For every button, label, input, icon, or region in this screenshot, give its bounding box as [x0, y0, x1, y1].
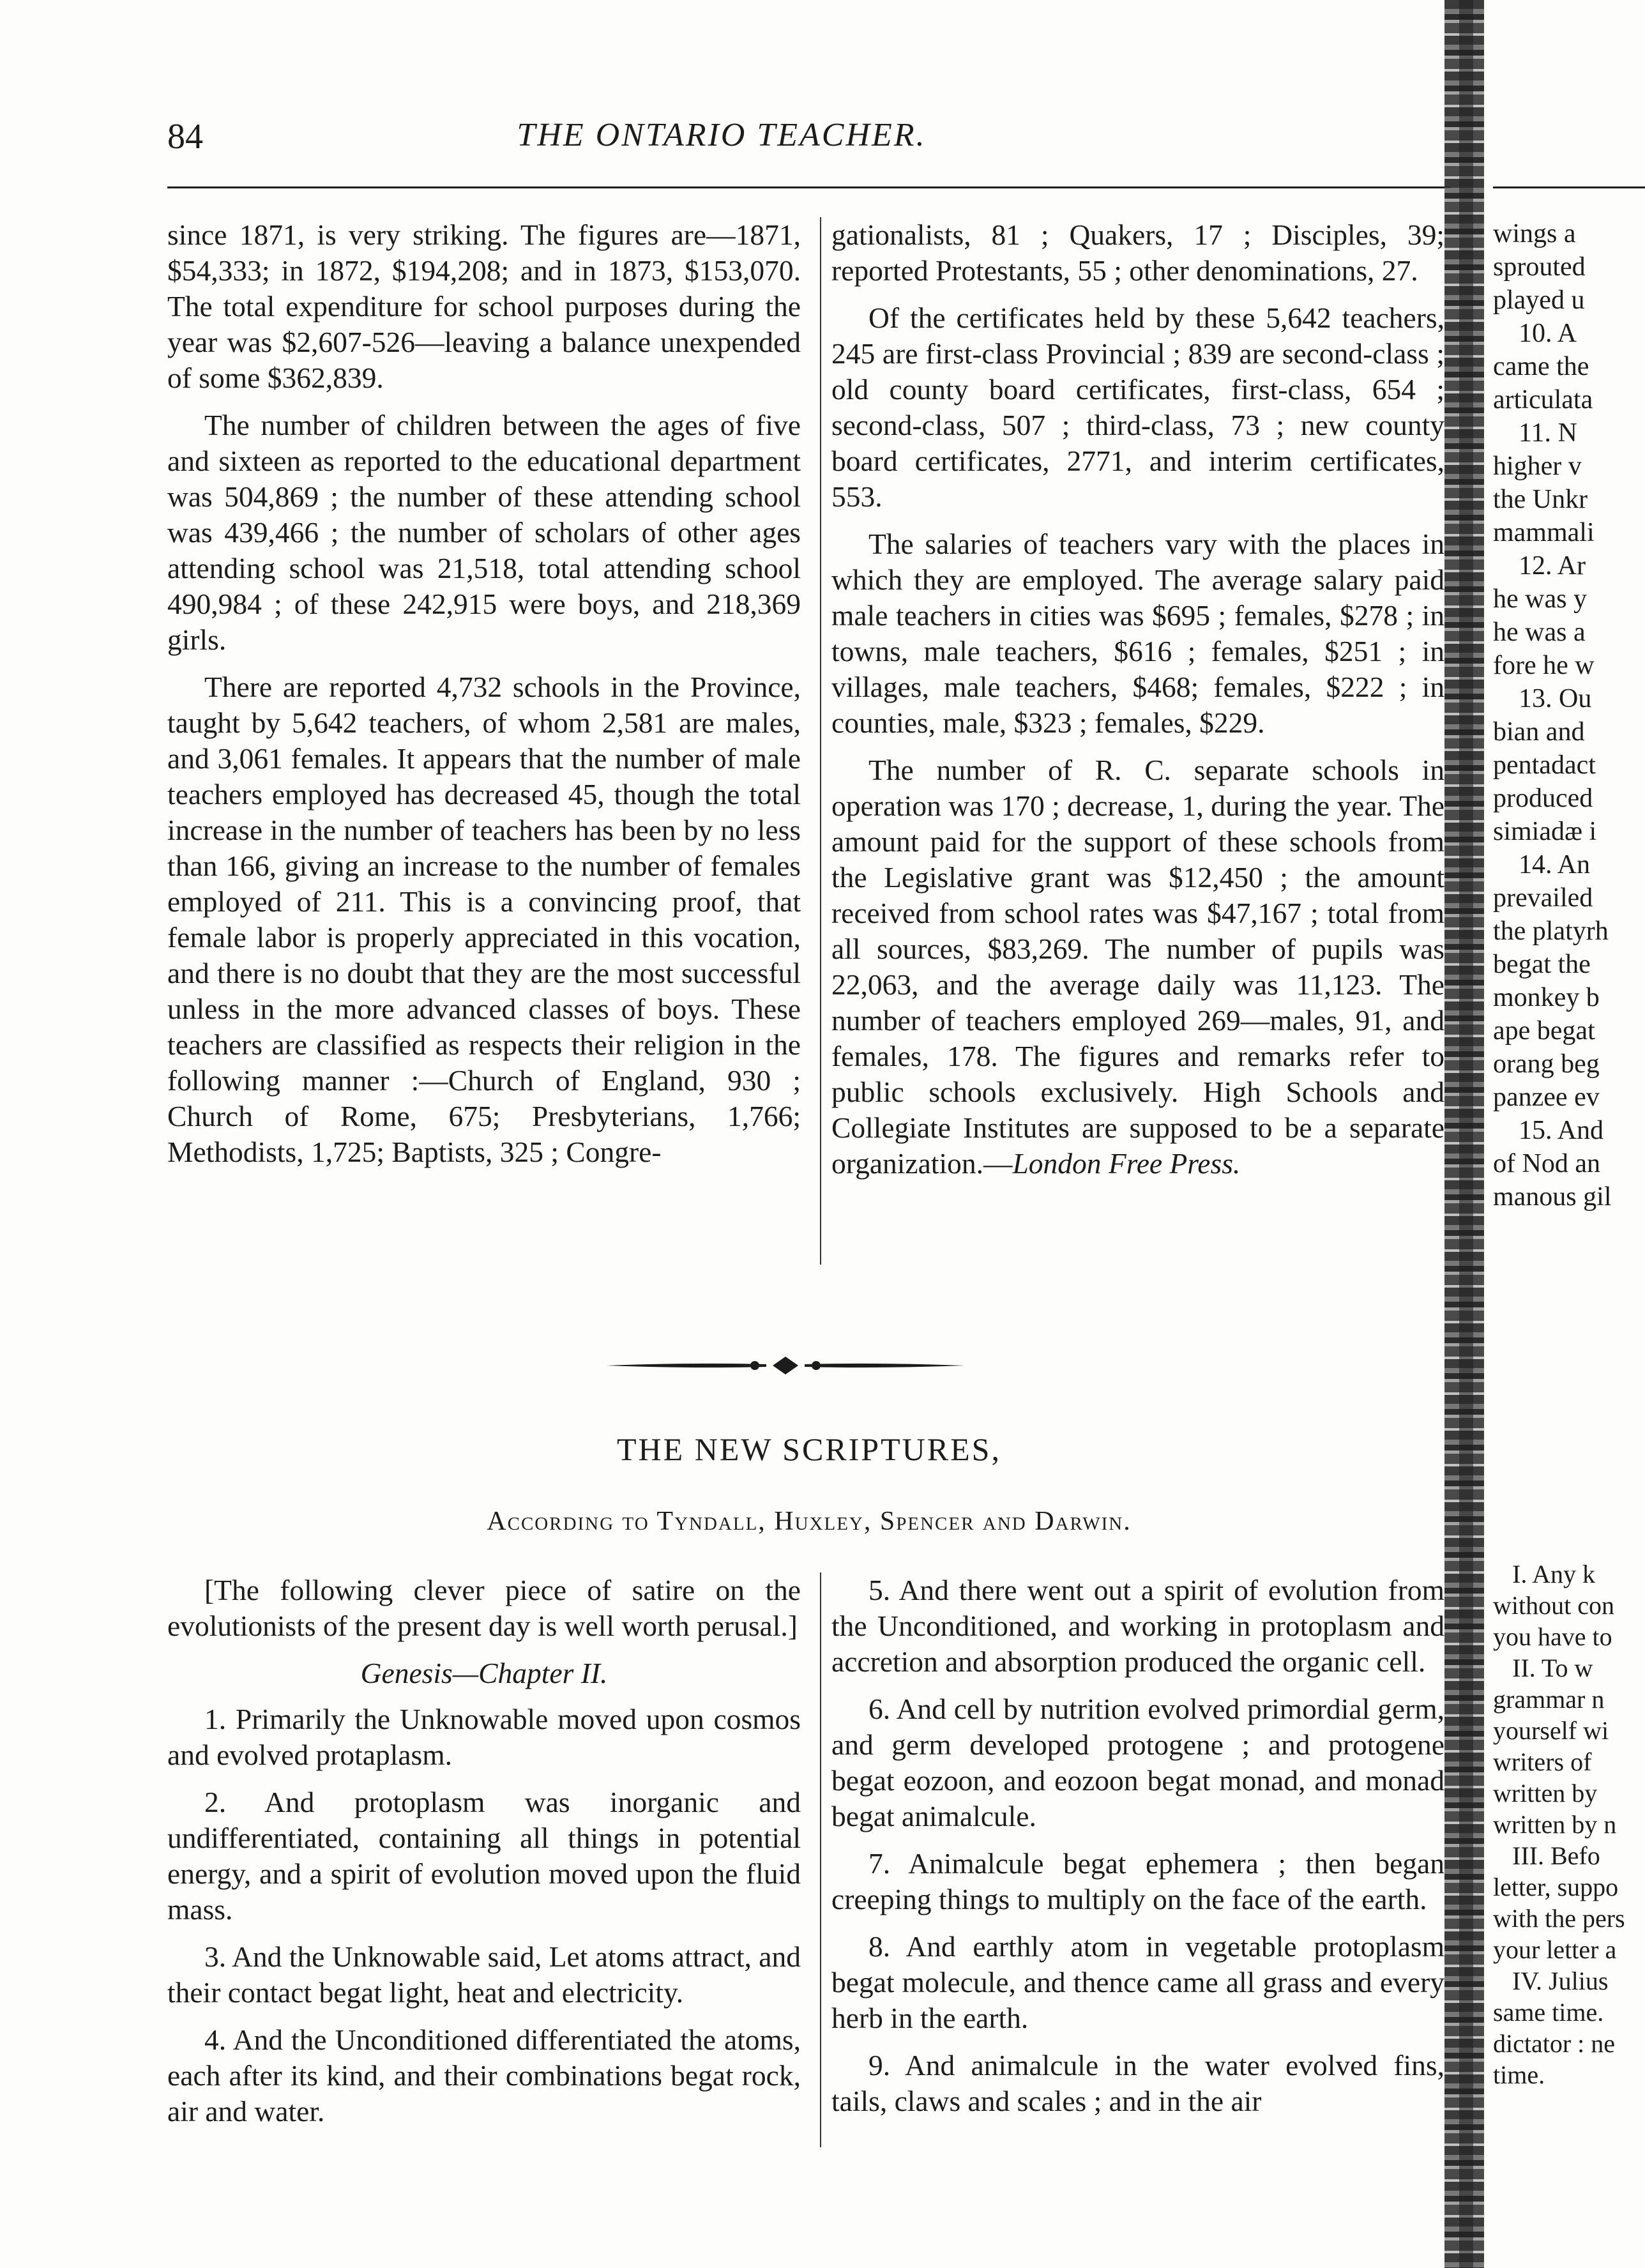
- paragraph: gationalists, 81 ; Quakers, 17 ; Disciples, 39; reported Protestants, 55 ; other denominations, 27.: [831, 218, 1444, 287]
- adjacent-line: I. Any k: [1512, 1560, 1595, 1588]
- adjacent-line: 14. An: [1519, 850, 1591, 879]
- adjacent-line: fore he w: [1493, 651, 1595, 680]
- article1-right-column: [831, 217, 1444, 1193]
- verse: 8. And earthly atom in vegetable protoplasm begat molecule, and thence came all grass and every herb in the earth.: [831, 1930, 1444, 2034]
- adjacent-line: ape begat: [1493, 1016, 1595, 1046]
- adjacent-page-bottom-text: [1493, 1558, 1645, 2090]
- adjacent-line: bian and: [1493, 717, 1585, 747]
- adjacent-line: III. Befo: [1512, 1841, 1600, 1870]
- adjacent-page-rule: [1493, 186, 1645, 188]
- paragraph-text: The number of R. C. separate schools in operation was 170 ; decrease, 1, during the year. The amount paid for the support of these schools from the Legislative grant was $12,450 ; the amount received from school rates was $47,167 ; total from all sources, $83,269. The number of pupils was 22,063, and the average daily was 11,123. The number of teachers employed 269—males, 91, and females, 178. The figures and remarks refer to public schools exclusively. High Schools and Collegiate Institutes are supposed to be a separate organization.—: [831, 754, 1444, 1180]
- verse: 3. And the Unknowable said, Let atoms attract, and their contact begat light, heat and electricity.: [167, 1940, 801, 2009]
- adjacent-line: pentadact: [1493, 750, 1596, 780]
- paragraph: [831, 752, 1444, 1182]
- adjacent-line: the Unkr: [1493, 485, 1588, 514]
- paragraph: There are reported 4,732 schools in the Province, taught by 5,642 teachers, of whom 2,581 are males, and 3,061 females. It appears that the number of male teachers employed has decreased 45, though the total increase in the number of teachers has been by no less than 166, giving an increase to the number of females employed of 211. This is a convincing proof, that female labor is properly appreciated in this vocation, and there is no doubt that they are the most successful unless in the more advanced classes of boys. These teachers are classified as respects their religion in the following manner :—Church of England, 930 ; Church of Rome, 675; Presbyterians, 1,766; Methodists, 1,725; Baptists, 325 ; Congre-: [167, 671, 801, 1168]
- adjacent-line: II. To w: [1512, 1654, 1593, 1682]
- verse: 4. And the Unconditioned differentiated the atoms, each after its kind, and their combinations begat rock, air and water.: [167, 2023, 801, 2127]
- adjacent-line: 11. N: [1519, 418, 1577, 448]
- adjacent-line: with the pers: [1493, 1904, 1625, 1933]
- source-citation: London Free Press.: [1012, 1147, 1241, 1180]
- adjacent-line: dictator : ne: [1493, 2029, 1616, 2058]
- adjacent-line: you have to: [1493, 1622, 1612, 1651]
- adjacent-line: panzee ev: [1493, 1083, 1600, 1112]
- adjacent-line: writers of: [1493, 1747, 1592, 1776]
- adjacent-line: of Nod an: [1493, 1149, 1600, 1178]
- adjacent-line: 12. Ar: [1519, 551, 1586, 581]
- adjacent-line: he was y: [1493, 584, 1587, 614]
- adjacent-line: written by n: [1493, 1810, 1617, 1839]
- adjacent-page-top-text: [1493, 217, 1645, 1214]
- adjacent-line: articulata: [1493, 385, 1593, 415]
- verse: 2. And protoplasm was inorganic and undifferentiated, containing all things in potential energy, and a spirit of evolution moved upon the fluid mass.: [167, 1786, 801, 1926]
- page-number: 84: [167, 117, 203, 156]
- verse: 5. And there went out a spirit of evolution from the Unconditioned, and working in protoplasm and accretion and absorption produced the organic cell.: [831, 1574, 1444, 1678]
- adjacent-line: the platyrh: [1493, 917, 1609, 946]
- adjacent-line: 15. And: [1519, 1116, 1604, 1145]
- paragraph: Of the certificates held by these 5,642 teachers, 245 are first-class Provincial ; 839 are second-class ; old county board certificates, first-class, 654 ; second-class, 507 ; third-class, 73 ; new county board certificates, 2771, and interim certificates, 553.: [831, 301, 1444, 513]
- paragraph: The number of children between the ages of five and sixteen as reported to the educational department was 504,869 ; the number of these attending school was 439,466 ; the number of scholars of other ages attending school was 21,518, total attending school 490,984 ; of these 242,915 were boys, and 218,369 girls.: [167, 409, 801, 656]
- adjacent-line: monkey b: [1493, 983, 1600, 1012]
- column-divider: [820, 1572, 821, 2147]
- running-head: THE ONTARIO TEACHER.: [517, 117, 927, 153]
- adjacent-line: simiadæ i: [1493, 817, 1597, 846]
- adjacent-line: he was a: [1493, 618, 1586, 647]
- adjacent-line: prevailed: [1493, 883, 1593, 913]
- adjacent-line: 13. Ou: [1519, 684, 1592, 713]
- adjacent-line: letter, suppo: [1493, 1873, 1619, 1901]
- verse: 7. Animalcule begat ephemera ; then began creeping things to multiply on the face of the earth.: [831, 1847, 1444, 1915]
- article2-left-column: [167, 1572, 801, 2141]
- adjacent-line: yourself wi: [1493, 1716, 1609, 1745]
- article-subtitle: According to Tyndall, Huxley, Spencer and Darwin.: [487, 1507, 1132, 1536]
- article1-left-column: [167, 217, 801, 1182]
- verse: 9. And animalcule in the water evolved fins, tails, claws and scales ; and in the air: [831, 2049, 1444, 2117]
- paragraph: since 1871, is very striking. The figures are—1871, $54,333; in 1872, $194,208; and in 1873, $153,070. The total expenditure for school purposes during the year was $2,607-526—leaving a balance unexpended of some $362,839.: [167, 218, 801, 394]
- adjacent-line: higher v: [1493, 452, 1582, 481]
- adjacent-line: sprouted: [1493, 252, 1586, 282]
- adjacent-line: same time.: [1493, 1998, 1604, 2027]
- adjacent-line: grammar n: [1493, 1685, 1605, 1714]
- adjacent-line: time.: [1493, 2060, 1545, 2089]
- column-divider: [820, 217, 821, 1265]
- adjacent-line: played u: [1493, 285, 1585, 315]
- article-title: THE NEW SCRIPTURES,: [617, 1431, 1001, 1467]
- adjacent-line: came the: [1493, 352, 1589, 381]
- adjacent-line: 10. A: [1519, 319, 1577, 348]
- article2-right-column: [831, 1572, 1444, 2131]
- ornamental-divider-icon: [607, 1353, 964, 1378]
- header-rule: [167, 186, 1451, 188]
- adjacent-line: produced: [1493, 784, 1593, 813]
- adjacent-line: written by: [1493, 1779, 1598, 1808]
- paragraph: The salaries of teachers vary with the places in which they are employed. The average salary paid male teachers in cities was $695 ; females, $278 ; in towns, male teachers, $616 ; females, $251 ; in villages, male teachers, $468; females, $222 ; in counties, male, $323 ; females, $229.: [831, 528, 1444, 739]
- verse: 1. Primarily the Unknowable moved upon cosmos and evolved protaplasm.: [167, 1703, 801, 1771]
- verse: 6. And cell by nutrition evolved primordial germ, and germ developed protogene ; and protogene begat eozoon, and eozoon begat monad, and monad begat animalcule.: [831, 1693, 1444, 1832]
- adjacent-line: begat the: [1493, 950, 1591, 979]
- binding-shadow: [1459, 0, 1473, 2268]
- adjacent-line: orang beg: [1493, 1049, 1600, 1079]
- adjacent-line: wings a: [1493, 219, 1576, 248]
- adjacent-line: without con: [1493, 1591, 1614, 1620]
- adjacent-line: your letter a: [1493, 1935, 1617, 1964]
- adjacent-line: IV. Julius: [1512, 1967, 1609, 1995]
- adjacent-line: mammali: [1493, 518, 1595, 547]
- intro-note: [The following clever piece of satire on the evolutionists of the present day is well worth perusal.]: [167, 1574, 801, 1642]
- adjacent-line: manous gil: [1493, 1182, 1612, 1212]
- chapter-heading: Genesis—Chapter II.: [360, 1657, 608, 1689]
